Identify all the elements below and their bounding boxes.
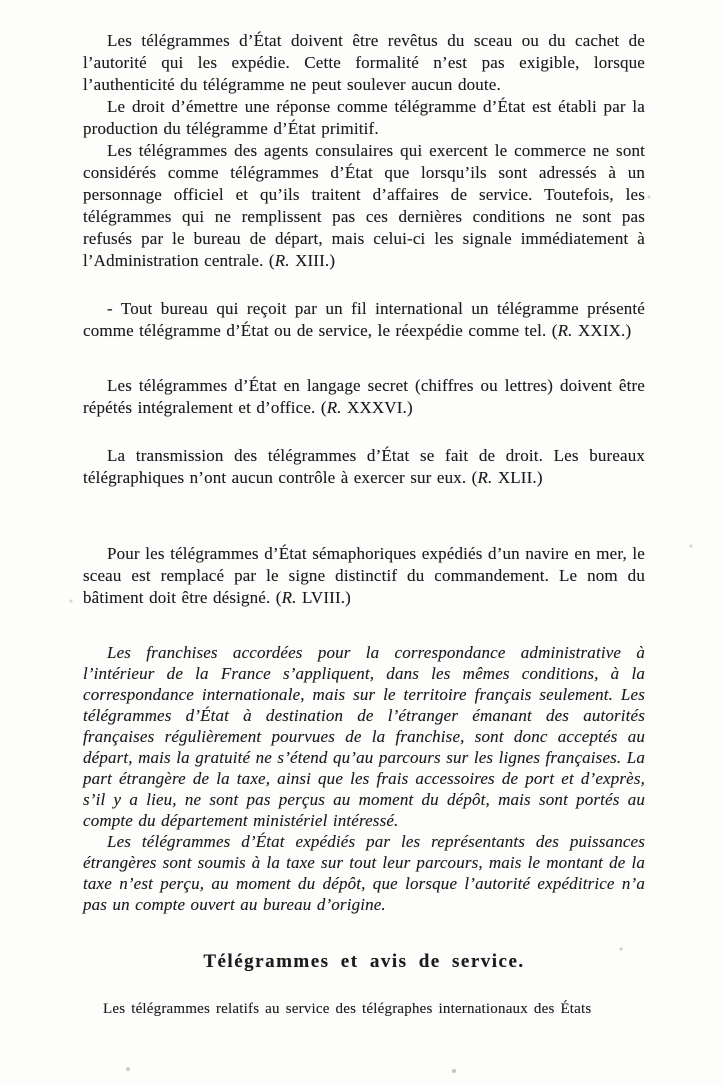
paragraph: Les télégrammes d’État doivent être revêtus du sceau ou du cachet de l’autorité qui les expédie. Cette formalité n’est pas exigible, lorsque l’authenticité du télégramme ne peut soulever aucun doute. [83, 31, 645, 94]
paragraph: Les télégrammes d’État en langage secret (chiffres ou lettres) doivent être répétés intégralement et d’office. (R. XXXVI.) [83, 376, 645, 417]
scan-noise [0, 0, 2, 2]
paragraph: Le droit d’émettre une réponse comme télégramme d’État est établi par la production du télégramme d’État primitif. [83, 97, 645, 138]
regulation-reference: R. [557, 321, 573, 340]
regulation-reference: R. [326, 398, 342, 417]
paragraph: Les télégrammes des agents consulaires qui exercent le commerce ne sont considérés comme télégrammes d’État que lorsqu’ils sont adressés à un personnage officiel et qu’ils traitent d’affaires de service. Toutefois, les télégrammes qui ne remplissent pas ces dernières conditions ne sont pas refusés par le bureau de départ, mais celui-ci les signale immédiatement à l’Administration centrale. (R. XIII.) [83, 141, 645, 270]
paragraph: - Tout bureau qui reçoit par un fil international un télégramme présenté comme télégramme d’État ou de service, le réexpédie comme tel. (R. XXIX.) [83, 299, 645, 340]
regulation-reference: R. [477, 468, 493, 487]
paragraph: Pour les télégrammes d’État sémaphoriques expédiés d’un navire en mer, le sceau est remplacé par le signe distinctif du commandement. Le nom du bâtiment doit être désigné. (R. LVIII.) [83, 544, 645, 607]
paragraph: Les télégrammes d’État expédiés par les représentants des puissances étrangères sont soumis à la taxe sur tout leur parcours, mais le montant de la taxe n’est perçu, au moment du dépôt, que lorsque l’autorité expéditrice n’a pas un compte ouvert au bureau d’origine. [83, 832, 645, 914]
footer-paragraph: Les télégrammes relatifs au service des télégraphes internationaux des États [103, 1001, 592, 1017]
section-heading: Télégrammes et avis de service. [203, 951, 525, 972]
paragraph: Les franchises accordées pour la correspondance administrative à l’intérieur de la France s’appliquent, dans les mêmes conditions, à la correspondance internationale, mais sur le territoire français seulement. Les télégrammes d’État à destination de l’étranger émanant des autorités françaises régulièrement pourvues de la franchise, sont donc acceptés au départ, mais la gratuité ne s’étend qu’au parcours sur les lignes françaises. La part étrangère de la taxe, ainsi que les frais accessoires de port et d’exprès, s’il y a lieu, ne sont pas perçus au moment du dépôt, mais sont portés au compte du département ministériel intéressé. [83, 643, 645, 830]
paragraph: La transmission des télégrammes d’État se fait de droit. Les bureaux télégraphiques n’ont aucun contrôle à exercer sur eux. (R. XLII.) [83, 446, 645, 487]
regulation-reference: R. [274, 251, 290, 270]
body-paragraphs [83, 30, 645, 915]
regulation-reference: R. [281, 588, 297, 607]
